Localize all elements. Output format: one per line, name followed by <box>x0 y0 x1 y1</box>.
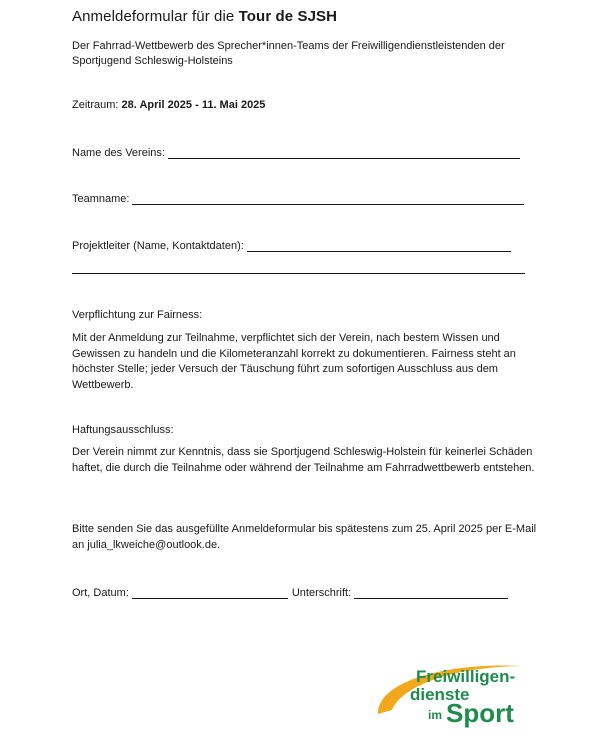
form-title <box>72 8 337 25</box>
form-subtitle: Der Fahrrad-Wettbewerb des Sprecher*innen-Teams der Freiwilligendienstleistenden der Sportjugend Schleswig-Holsteins <box>72 40 505 67</box>
submission-note: Bitte senden Sie das ausgefüllte Anmeldeformular bis spätestens zum 25. April 2025 per E-Mail an julia_lkweiche@outlook.de. <box>72 523 537 551</box>
period-label: Zeitraum: <box>72 99 122 111</box>
project-lead-line-2[interactable] <box>72 273 525 274</box>
fairness-text: Mit der Anmeldung zur Teilnahme, verpflichtet sich der Verein, nach bestem Wissen und Gewissen zu handeln und die Kilometeranzahl korrekt zu dokumentieren. Fairness steht an höchster Stelle; jeder Versuch der Täuschung führt zum sofortigen Ausschluss aus dem Wettbewerb. <box>72 332 516 391</box>
project-lead-field <box>72 239 511 252</box>
period <box>72 99 265 111</box>
freiwilligendienste-logo <box>374 656 534 728</box>
club-name-line[interactable] <box>168 146 520 159</box>
project-lead-label: Projektleiter (Name, Kontaktdaten): <box>72 240 244 252</box>
place-date-label: Ort, Datum: <box>72 587 129 599</box>
liability-heading: Haftungsausschluss: <box>72 424 174 436</box>
logo-line-2: dienste <box>410 685 470 704</box>
title-event-name: Tour de SJSH <box>238 8 338 25</box>
project-lead-line[interactable] <box>247 239 511 252</box>
club-name-field <box>72 146 520 159</box>
signature-line[interactable] <box>354 586 508 599</box>
team-name-label: Teamname: <box>72 193 130 205</box>
team-name-line[interactable] <box>132 192 524 205</box>
club-name-label: Name des Vereins: <box>72 147 165 159</box>
period-value: 28. April 2025 - 11. Mai 2025 <box>121 99 266 111</box>
logo-line-3a: im <box>428 708 443 722</box>
logo-line-3b: Sport <box>446 698 514 728</box>
place-date-line[interactable] <box>132 586 288 599</box>
liability-text: Der Verein nimmt zur Kenntnis, dass sie Sportjugend Schleswig-Holstein für keinerlei Schäden haftet, die durch die Teilnahme oder während der Teilnahme am Fahrradwettbewerb entstehen. <box>72 446 535 474</box>
place-date-signature-row <box>72 586 508 599</box>
team-name-field <box>72 192 524 205</box>
fairness-heading: Verpflichtung zur Fairness: <box>72 309 203 321</box>
title-prefix: Anmeldeformular für die <box>72 8 239 25</box>
signature-label: Unterschrift: <box>291 587 352 599</box>
logo-line-1: Freiwilligen- <box>416 667 516 686</box>
